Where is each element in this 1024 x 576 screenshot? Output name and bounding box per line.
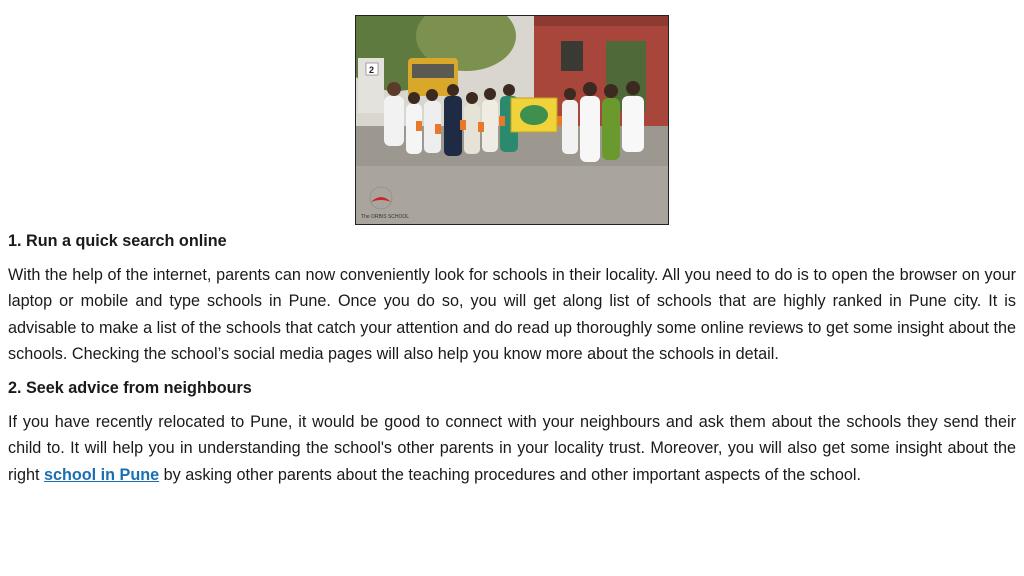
photo-illustration — [356, 16, 668, 224]
paragraph-text-before-link: If you have recently relocated to Pune, it would be good to connect with your neighbours and ask them about the schools they send their child to. It will help you in understanding the school's other parents in your locality trust. Moreover, you will also get some insight about the right — [8, 413, 1016, 484]
school-group-photo — [355, 15, 669, 225]
section-paragraph-1: With the help of the internet, parents can now conveniently look for schools in their locality. All you need to do is to open the browser on your laptop or mobile and type schools in Pune. Once you do so, you will get along list of schools that are highly ranked in Pune city. It is advisable to make a list of the schools that catch your attention and do read up thoroughly some online reviews to get some insight about the schools. Checking the school’s social media pages will also help you know more about the schools in detail. — [8, 266, 1016, 363]
svg-text:2: 2 — [369, 65, 375, 75]
school-in-pune-link[interactable]: school in Pune — [44, 465, 160, 484]
paragraph-text-after-link: by asking other parents about the teaching procedures and other important aspects of the school. — [159, 465, 862, 484]
article-content — [8, 230, 1016, 498]
section-paragraph-2 — [8, 409, 1016, 488]
section-heading-1: 1. Run a quick search online — [8, 232, 227, 250]
svg-text:The ORBIS SCHOOL: The ORBIS SCHOOL — [361, 214, 410, 220]
section-heading-2: 2. Seek advice from neighbours — [8, 379, 252, 398]
